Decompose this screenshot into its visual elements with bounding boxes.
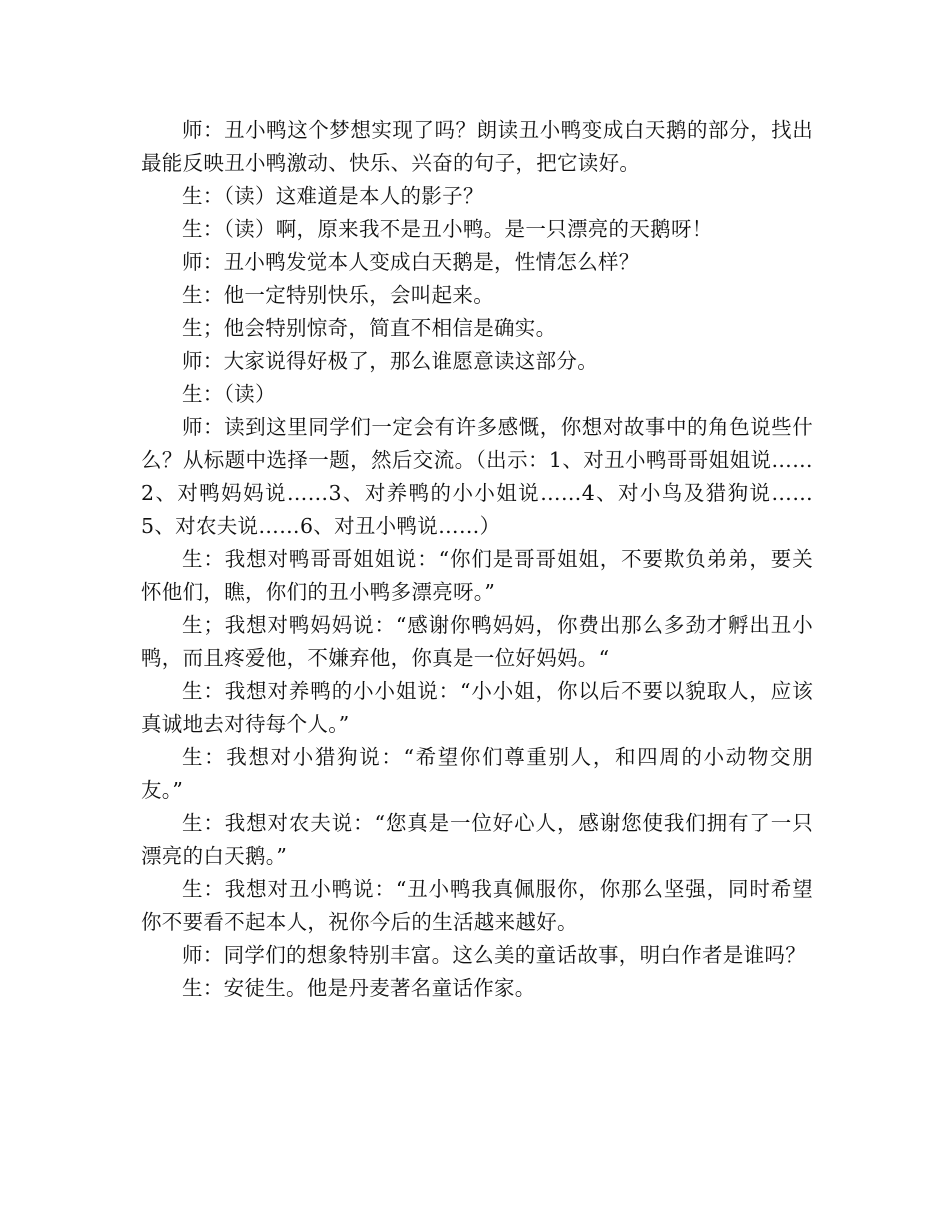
paragraph: 生：（读）啊，原来我不是丑小鸭。是一只漂亮的天鹅呀！ (182, 217, 713, 241)
paragraph: 师：同学们的想象特别丰富。这么美的童话故事，明白作者是谁吗？ (182, 943, 806, 967)
paragraph: 师：丑小鸭这个梦想实现了吗？朗读丑小鸭变成白天鹅的部分，找出最能反映丑小鸭激动、快乐、兴奋的句子，把它读好。 (141, 118, 813, 175)
paragraph: 生：他一定特别快乐，会叫起来。 (182, 283, 494, 307)
paragraph: 生：我想对鸭哥哥姐姐说：“你们是哥哥姐姐，不要欺负弟弟，要关怀他们，瞧，你们的丑小鸭多漂亮呀。” (141, 547, 813, 604)
document-body (141, 114, 813, 1005)
paragraph: 生：我想对小猎狗说：“希望你们尊重别人，和四周的小动物交朋友。” (141, 745, 813, 802)
paragraph: 生：（读）这难道是本人的影子？ (182, 184, 484, 208)
paragraph: 生：（读） (182, 382, 276, 406)
paragraph: 生：我想对养鸭的小小姐说：“小小姐，你以后不要以貌取人，应该真诚地去对待每个人。” (141, 679, 813, 736)
paragraph: 生；他会特别惊奇，简直不相信是确实。 (182, 316, 557, 340)
paragraph: 师：大家说得好极了，那么谁愿意读这部分。 (182, 349, 598, 373)
paragraph: 生：安徒生。他是丹麦著名童话作家。 (182, 976, 536, 1000)
paragraph: 师：丑小鸭发觉本人变成白天鹅是，性情怎么样？ (182, 250, 640, 274)
paragraph: 生：我想对农夫说：“您真是一位好心人，感谢您使我们拥有了一只漂亮的白天鹅。” (141, 811, 813, 868)
paragraph: 生；我想对鸭妈妈说：“感谢你鸭妈妈，你费出那么多劲才孵出丑小鸭，而且疼爱他，不嫌弃他，你真是一位好妈妈。“ (141, 613, 813, 670)
paragraph: 师：读到这里同学们一定会有许多感慨，你想对故事中的角色说些什么？从标题中选择一题，然后交流。（出示：1、对丑小鸭哥哥姐姐说……2、对鸭妈妈说……3、对养鸭的小小姐说……4、对小鸟及猎狗说……5、对农夫说……6、对丑小鸭说……） (141, 415, 813, 538)
paragraph: 生：我想对丑小鸭说：“丑小鸭我真佩服你，你那么坚强，同时希望你不要看不起本人，祝你今后的生活越来越好。 (141, 877, 813, 934)
